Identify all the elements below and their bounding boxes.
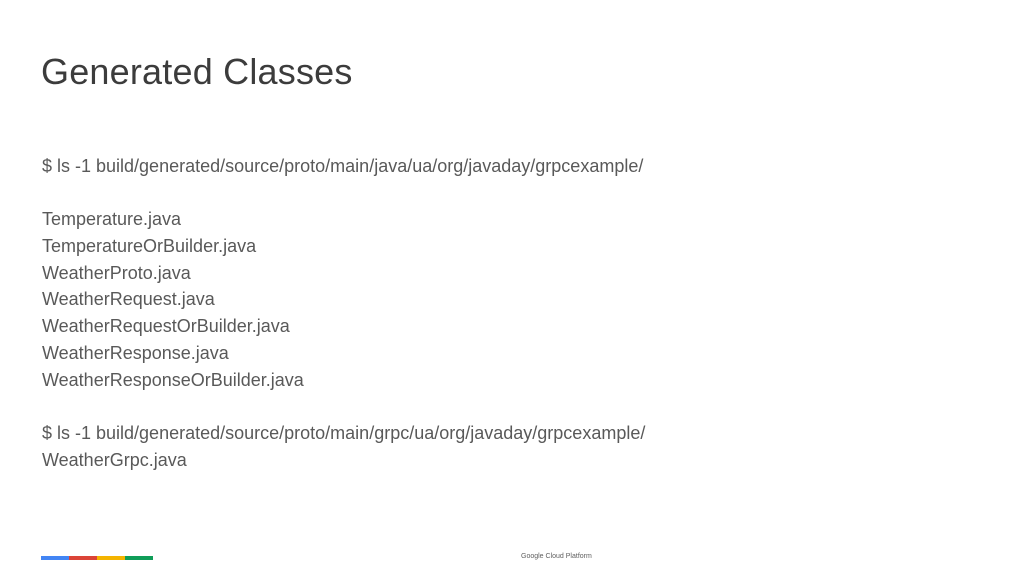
slide-body xyxy=(42,153,982,473)
footer-brand-text: Google Cloud Platform xyxy=(521,553,592,560)
command-line-grpc: $ ls -1 build/generated/source/proto/main/grpc/ua/org/javaday/grpcexample/ xyxy=(42,422,646,443)
file-item: TemperatureOrBuilder.java xyxy=(42,236,257,257)
brand-bar-blue xyxy=(41,556,69,560)
blank-line xyxy=(42,393,982,420)
brand-bar-yellow xyxy=(97,556,125,560)
brand-bar-red xyxy=(69,556,97,560)
brand-color-bar xyxy=(41,556,153,560)
file-item: WeatherRequestOrBuilder.java xyxy=(42,316,290,337)
slide-title: Generated Classes xyxy=(41,51,353,92)
file-item: Temperature.java xyxy=(42,209,182,230)
command-line-java: $ ls -1 build/generated/source/proto/main/java/ua/org/javaday/grpcexample/ xyxy=(42,156,644,176)
file-item: WeatherResponse.java xyxy=(42,342,229,363)
file-item: WeatherRequest.java xyxy=(42,289,215,310)
file-item: WeatherGrpc.java xyxy=(42,449,187,470)
file-item: WeatherResponseOrBuilder.java xyxy=(42,369,304,390)
file-item: WeatherProto.java xyxy=(42,262,191,283)
blank-line xyxy=(42,180,982,207)
brand-bar-green xyxy=(125,556,153,560)
